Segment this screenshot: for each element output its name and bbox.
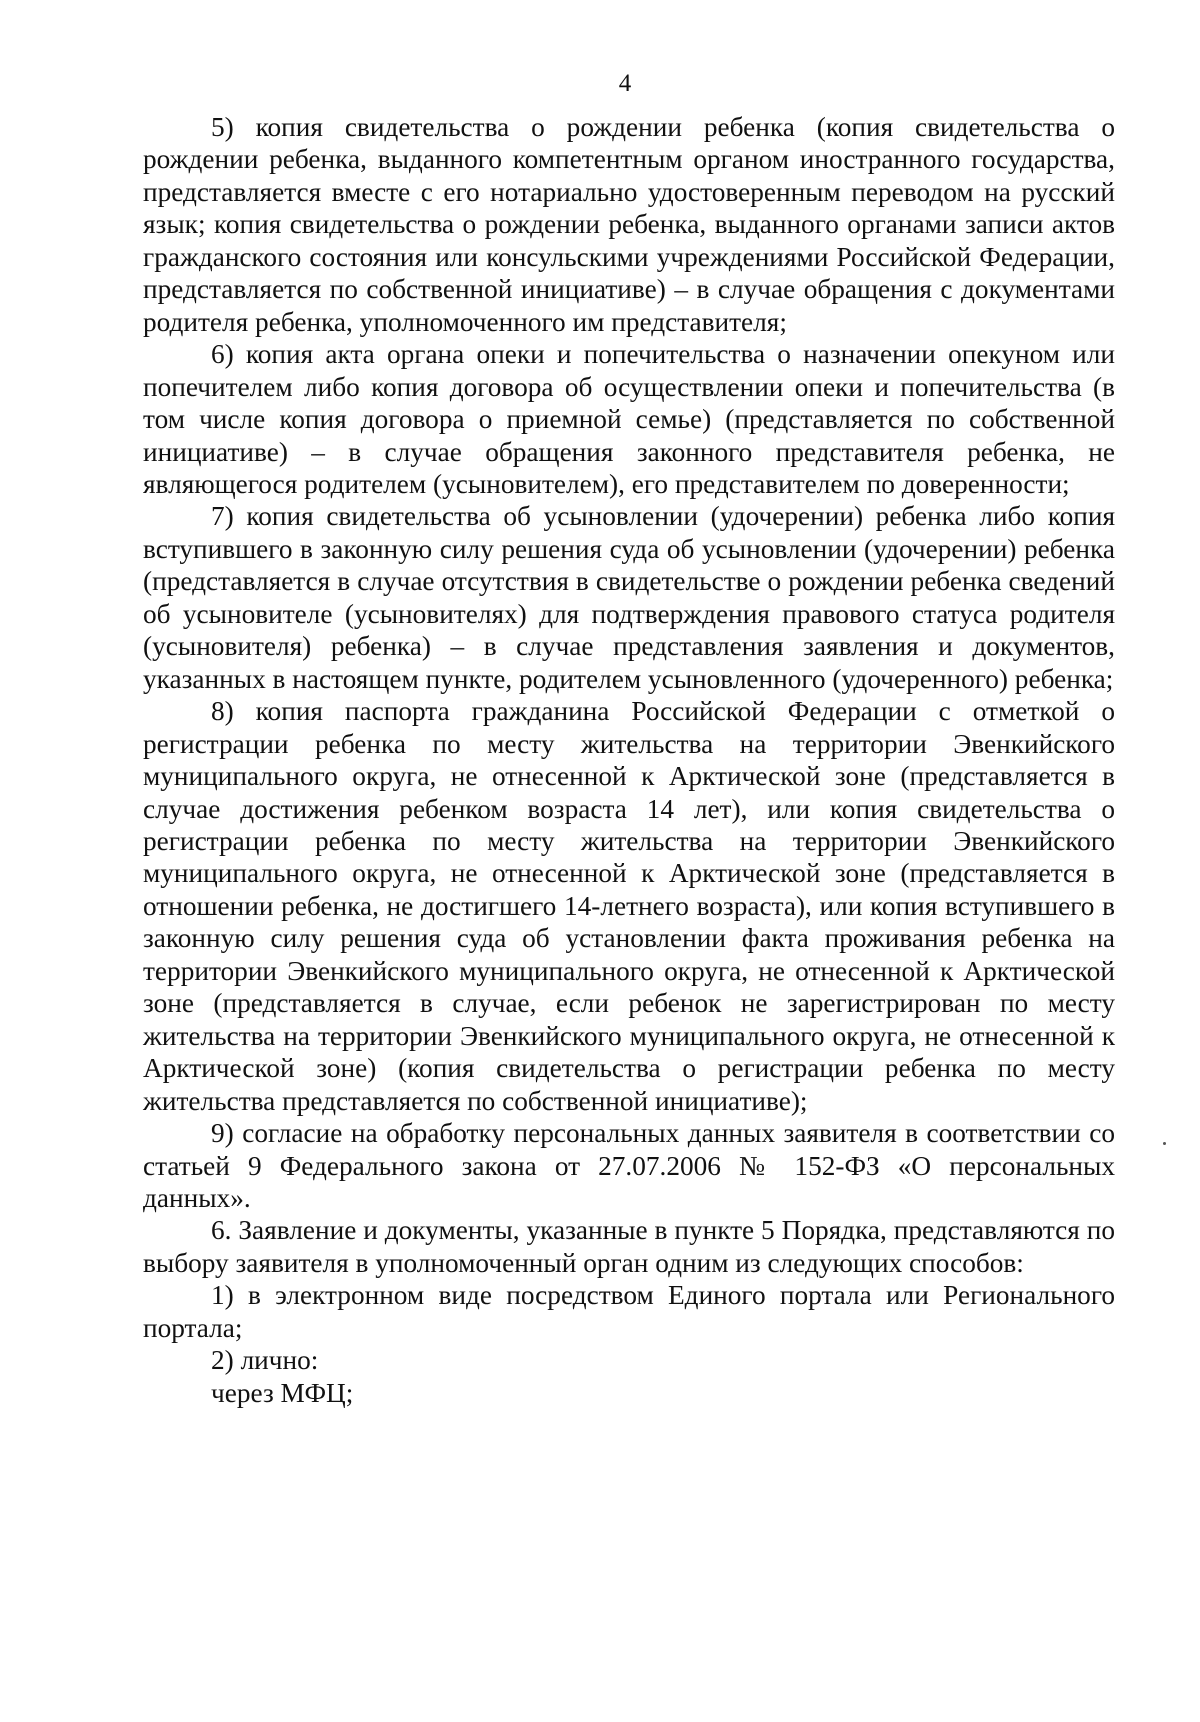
- paragraph-via-mfc: через МФЦ;: [211, 1377, 354, 1408]
- scan-speck: [1163, 1142, 1166, 1145]
- document-body: [143, 111, 1115, 1409]
- paragraph-clause-6: 6. Заявление и документы, указанные в пункте 5 Порядка, представляются по выбору заявителя в уполномоченный орган одним из следующих способов:: [143, 1215, 1115, 1278]
- paragraph-item-5: 5) копия свидетельства о рождении ребенка (копия свидетельства о рождении ребенка, выданного компетентным органом иностранного государства, представляется вместе с его нотариально удостоверенным переводом на русский язык; копия свидетельства о рождении ребенка, выданного органами записи актов гражданского состояния или консульскими учреждениями Российской Федерации, представляется по собственной инициативе) – в случае обращения с документами родителя ребенка, уполномоченного им представителя;: [143, 112, 1115, 337]
- paragraph-item-8: 8) копия паспорта гражданина Российской Федерации с отметкой о регистрации ребенка по месту жительства на территории Эвенкийского муниципального округа, не отнесенной к Арктической зоне (представляется в случае достижения ребенком возраста 14 лет), или копия свидетельства о регистрации ребенка по месту жительства на территории Эвенкийского муниципального округа, не отнесенной к Арктической зоне (представляется в отношении ребенка, не достигшего 14-летнего возраста), или копия вступившего в законную силу решения суда об установлении факта проживания ребенка на территории Эвенкийского муниципального округа, не отнесенной к Арктической зоне (представляется в случае, если ребенок не зарегистрирован по месту жительства на территории Эвенкийского муниципального округа, не отнесенной к Арктической зоне) (копия свидетельства о регистрации ребенка по месту жительства представляется по собственной инициативе);: [143, 696, 1115, 1116]
- paragraph-method-2: 2) лично:: [211, 1345, 319, 1376]
- paragraph-item-9: 9) согласие на обработку персональных данных заявителя в соответствии со статьей 9 Федерального закона от 27.07.2006 № 152-ФЗ «О персональных данных».: [143, 1118, 1115, 1213]
- paragraph-item-7: 7) копия свидетельства об усыновлении (удочерении) ребенка либо копия вступившего в законную силу решения суда об усыновлении (удочерении) ребенка (представляется в случае отсутствия в свидетельстве о рождении ребенка сведений об усыновителе (усыновителях) для подтверждения правового статуса родителя (усыновителя) ребенка) – в случае представления заявления и документов, указанных в настоящем пункте, родителем усыновленного (удочеренного) ребенка;: [143, 501, 1115, 694]
- paragraph-item-6: 6) копия акта органа опеки и попечительства о назначении опекуном или попечителем либо копия договора об осуществлении опеки и попечительства (в том числе копия договора о приемной семье) (представляется по собственной инициативе) – в случае обращения законного представителя ребенка, не являющегося родителем (усыновителем), его представителем по доверенности;: [143, 339, 1115, 499]
- page-number: 4: [618, 70, 632, 97]
- paragraph-method-1: 1) в электронном виде посредством Единого портала или Регионального портала;: [143, 1280, 1115, 1343]
